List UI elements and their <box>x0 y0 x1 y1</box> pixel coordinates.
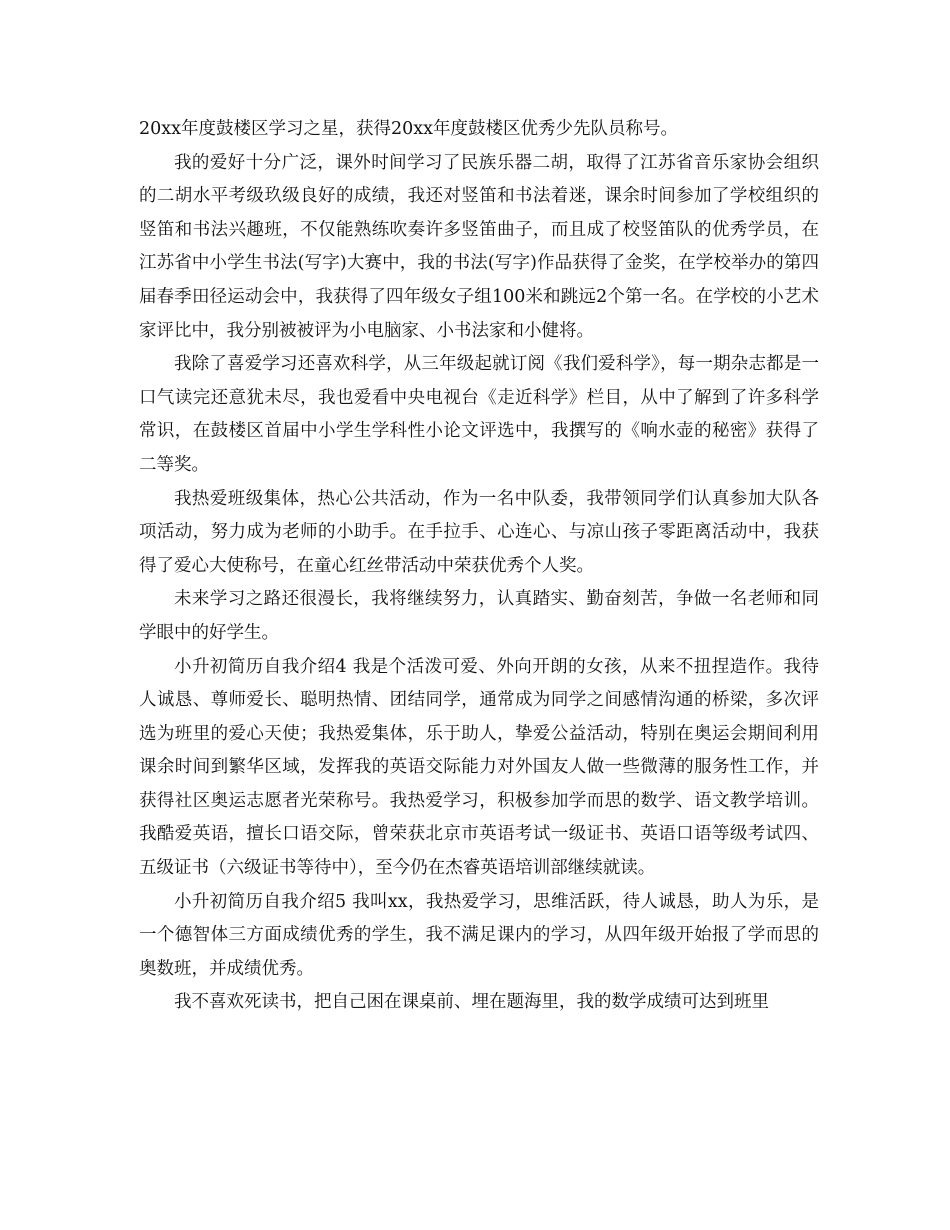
paragraph-1: 20xx年度鼓楼区学习之星，获得20xx年度鼓楼区优秀少先队员称号。 <box>139 119 679 139</box>
paragraph-8: 我不喜欢死读书，把自己困在课桌前、埋在题海里，我的数学成绩可达到班里 <box>174 992 769 1013</box>
paragraph-7: 小升初简历自我介绍5 我叫xx，我热爱学习，思维活跃，待人诚恳，助人为乐，是一个德智体三方面成绩优秀的学生，我不满足课内的学习，从四年级开始报了学而思的奥数班，并成绩优秀。 <box>139 891 819 979</box>
paragraph-5: 未来学习之路还很漫长，我将继续努力，认真踏实、勤奋刻苦，争做一名老师和同学眼中的好学生。 <box>139 589 819 643</box>
paragraph-3: 我除了喜爱学习还喜欢科学，从三年级起就订阅《我们爱科学》，每一期杂志都是一口气读完还意犹未尽，我也爱看中央电视台《走近科学》栏目，从中了解到了许多科学常识，在鼓楼区首届中小学生学科性小论文评选中，我撰写的《响水壶的秘密》获得了二等奖。 <box>139 354 819 475</box>
paragraph-4: 我热爱班级集体，热心公共活动，作为一名中队委，我带领同学们认真参加大队各项活动，努力成为老师的小助手。在手拉手、心连心、与凉山孩子零距离活动中，我获得了爱心大使称号，在童心红丝带活动中荣获优秀个人奖。 <box>139 488 819 576</box>
paragraph-6: 小升初简历自我介绍4 我是个活泼可爱、外向开朗的女孩，从来不扭捏造作。我待人诚恳、尊师爱长、聪明热情、团结同学，通常成为同学之间感情沟通的桥梁，多次评选为班里的爱心天使；我热爱集体，乐于助人，挚爱公益活动，特别在奥运会期间利用课余时间到繁华区域，发挥我的英语交际能力对外国友人做一些微薄的服务性工作，并获得社区奥运志愿者光荣称号。我热爱学习，积极参加学而思的数学、语文教学培训。我酷爱英语，擅长口语交际，曾荣获北京市英语考试一级证书、英语口语等级考试四、五级证书（六级证书等待中），至今仍在杰睿英语培训部继续就读。 <box>139 656 819 879</box>
document-body <box>139 113 819 1020</box>
paragraph-2: 我的爱好十分广泛，课外时间学习了民族乐器二胡，取得了江苏省音乐家协会组织的二胡水平考级玖级良好的成绩，我还对竖笛和书法着迷，课余时间参加了学校组织的竖笛和书法兴趣班，不仅能熟练吹奏许多竖笛曲子，而且成了校竖笛队的优秀学员，在江苏省中小学生书法(写字)大赛中，我的书法(写字)作品获得了金奖，在学校举办的第四届春季田径运动会中，我获得了四年级女子组100米和跳远2个第一名。在学校的小艺术家评比中，我分别被被评为小电脑家、小书法家和小健将。 <box>139 152 819 341</box>
